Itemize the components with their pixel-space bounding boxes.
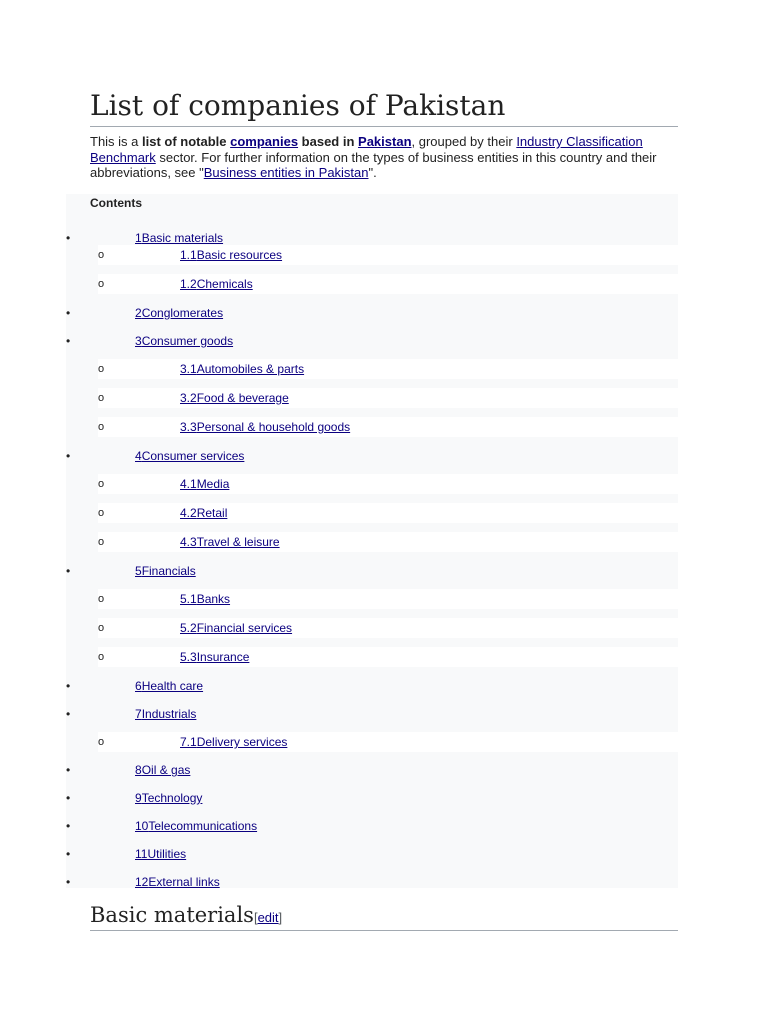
toc-label: Financials: [141, 564, 196, 578]
intro-text: ".: [368, 165, 377, 180]
toc-subitem: [66, 589, 678, 609]
toc-link[interactable]: [180, 732, 287, 752]
table-of-contents: [66, 194, 678, 888]
toc-subitem: [66, 274, 678, 294]
toc-number: 4: [135, 449, 142, 463]
section-heading-basic-materials: [90, 902, 678, 931]
bullet-icon: •: [66, 847, 71, 861]
bullet-icon: •: [66, 875, 71, 889]
circle-bullet-icon: o: [98, 249, 105, 261]
toc-link[interactable]: [180, 589, 230, 609]
toc-subitem: [66, 647, 678, 667]
toc-link[interactable]: [135, 303, 223, 323]
toc-number: 9: [135, 791, 142, 805]
section-title: Basic materials: [90, 903, 254, 927]
toc-number: 3.1: [180, 362, 197, 376]
toc-label: Media: [196, 477, 230, 491]
toc-item: [66, 844, 678, 864]
toc-label: Basic materials: [141, 231, 224, 245]
toc-subitem: [66, 359, 678, 379]
toc-item: [66, 676, 678, 696]
circle-bullet-icon: o: [98, 536, 105, 548]
toc-item: [66, 561, 678, 581]
toc-subitem: [66, 388, 678, 408]
toc-link[interactable]: [180, 274, 253, 294]
toc-link[interactable]: [180, 532, 280, 552]
edit-bracket-close: ]: [278, 910, 283, 925]
toc-number: 7: [135, 707, 142, 721]
toc-number: 11: [135, 847, 148, 861]
toc-label: Basic resources: [196, 248, 283, 262]
bullet-icon: •: [66, 679, 71, 693]
toc-label: Personal & household goods: [196, 420, 351, 434]
intro-text: sector. For further information on the types of business entities in this country and their abbreviations, see ": [90, 149, 657, 180]
toc-label: Consumer goods: [141, 334, 234, 348]
toc-link[interactable]: [135, 788, 202, 808]
edit-bracket-open: [: [253, 910, 258, 925]
toc-link[interactable]: [135, 331, 233, 351]
toc-number: 5: [135, 564, 142, 578]
toc-subitem: [66, 474, 678, 494]
toc-item: [66, 760, 678, 780]
toc-item: [66, 303, 678, 323]
bullet-icon: •: [66, 334, 71, 348]
toc-label: Telecommunications: [148, 819, 258, 833]
toc-label: Travel & leisure: [196, 535, 280, 549]
circle-bullet-icon: o: [98, 622, 105, 634]
toc-number: 3: [135, 334, 142, 348]
toc-label: Utilities: [147, 847, 187, 861]
circle-bullet-icon: o: [98, 421, 105, 433]
toc-label: Conglomerates: [141, 306, 224, 320]
toc-subitem: [66, 503, 678, 523]
toc-link[interactable]: [135, 844, 186, 864]
business-entities-link[interactable]: Business entities in Pakistan: [203, 165, 369, 180]
circle-bullet-icon: o: [98, 507, 105, 519]
bullet-icon: •: [66, 707, 71, 721]
toc-label: Delivery services: [196, 735, 288, 749]
toc-link[interactable]: [135, 446, 244, 466]
toc-number: 4.1: [180, 477, 197, 491]
toc-subitem: [66, 245, 678, 265]
circle-bullet-icon: o: [98, 651, 105, 663]
toc-link[interactable]: [180, 245, 282, 265]
toc-label: Technology: [141, 791, 203, 805]
icb-link[interactable]: Industry Classification Benchmark: [90, 134, 643, 165]
intro-paragraph: [90, 134, 678, 181]
edit-section: [254, 910, 282, 925]
bullet-icon: •: [66, 231, 71, 245]
toc-number: 1: [135, 231, 142, 245]
toc-label: External links: [148, 875, 220, 889]
intro-text: This is a: [90, 134, 143, 149]
bullet-icon: •: [66, 449, 71, 463]
circle-bullet-icon: o: [98, 363, 105, 375]
bullet-icon: •: [66, 791, 71, 805]
circle-bullet-icon: o: [98, 478, 105, 490]
intro-bold: [142, 134, 412, 149]
toc-title: Contents: [90, 196, 142, 210]
toc-link[interactable]: [180, 388, 289, 408]
toc-label: Industrials: [141, 707, 197, 721]
toc-link[interactable]: [135, 872, 220, 892]
toc-number: 4.2: [180, 506, 197, 520]
toc-item: [66, 704, 678, 724]
toc-item: [66, 872, 678, 892]
toc-number: 5.2: [180, 621, 197, 635]
bullet-icon: •: [66, 819, 71, 833]
toc-label: Oil & gas: [141, 763, 191, 777]
pakistan-link[interactable]: Pakistan: [358, 134, 412, 149]
intro-bold-text: list of notable: [142, 134, 231, 149]
toc-link[interactable]: [135, 561, 196, 581]
intro-text: , grouped by their: [411, 134, 517, 149]
bullet-icon: •: [66, 564, 71, 578]
toc-number: 3.2: [180, 391, 197, 405]
toc-label: Financial services: [196, 621, 293, 635]
circle-bullet-icon: o: [98, 593, 105, 605]
toc-number: 7.1: [180, 735, 197, 749]
toc-label: Insurance: [196, 650, 250, 664]
toc-number: 6: [135, 679, 142, 693]
toc-subitem: [66, 732, 678, 752]
toc-link[interactable]: [180, 618, 292, 638]
toc-item: [66, 788, 678, 808]
toc-label: Consumer services: [141, 449, 245, 463]
toc-link[interactable]: [135, 816, 257, 836]
toc-number: 3.3: [180, 420, 197, 434]
toc-number: 5.3: [180, 650, 197, 664]
toc-link[interactable]: [180, 417, 350, 437]
toc-link[interactable]: [180, 359, 304, 379]
toc-item: [66, 331, 678, 351]
toc-label: Banks: [196, 592, 231, 606]
toc-number: 1.1: [180, 248, 197, 262]
toc-subitem: [66, 532, 678, 552]
toc-link[interactable]: [180, 503, 227, 523]
toc-item: [66, 446, 678, 466]
toc-label: Health care: [141, 679, 204, 693]
toc-item: [66, 816, 678, 836]
circle-bullet-icon: o: [98, 736, 105, 748]
circle-bullet-icon: o: [98, 392, 105, 404]
toc-label: Chemicals: [196, 277, 253, 291]
toc-label: Retail: [196, 506, 228, 520]
toc-link[interactable]: [135, 760, 190, 780]
toc-label: Automobiles & parts: [196, 362, 305, 376]
toc-number: 10: [135, 819, 149, 833]
toc-number: 1.2: [180, 277, 197, 291]
toc-subitem: [66, 618, 678, 638]
page-title: List of companies of Pakistan: [90, 88, 678, 127]
companies-link[interactable]: companies: [230, 134, 299, 149]
toc-link[interactable]: [135, 704, 196, 724]
toc-link[interactable]: [180, 474, 229, 494]
toc-label: Food & beverage: [196, 391, 289, 405]
toc-subitem: [66, 417, 678, 437]
toc-link[interactable]: [180, 647, 249, 667]
toc-number: 2: [135, 306, 142, 320]
edit-link[interactable]: edit: [257, 910, 279, 925]
toc-number: 12: [135, 875, 149, 889]
toc-number: 8: [135, 763, 142, 777]
bullet-icon: •: [66, 763, 71, 777]
toc-link[interactable]: [135, 676, 203, 696]
toc-number: 5.1: [180, 592, 197, 606]
circle-bullet-icon: o: [98, 278, 105, 290]
toc-number: 4.3: [180, 535, 197, 549]
bullet-icon: •: [66, 306, 71, 320]
intro-bold-text: based in: [298, 134, 359, 149]
